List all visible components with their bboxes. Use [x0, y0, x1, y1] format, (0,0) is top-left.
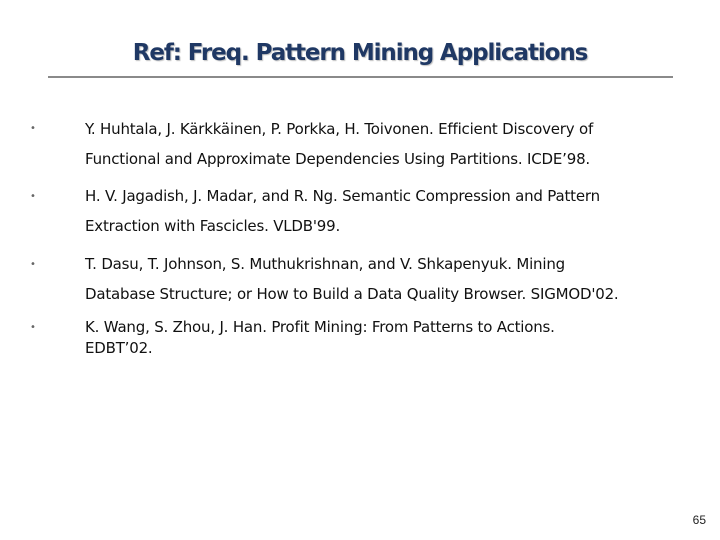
reference-line: Extraction with Fascicles. VLDB'99. — [85, 217, 341, 235]
reference-text — [85, 318, 685, 357]
reference-line: K. Wang, S. Zhou, J. Han. Profit Mining: From Patterns to Actions. — [85, 318, 555, 336]
bullet-icon: • — [30, 191, 36, 202]
reference-line: H. V. Jagadish, J. Madar, and R. Ng. Semantic Compression and Pattern — [85, 187, 600, 205]
reference-text — [85, 120, 685, 168]
bullet-icon: • — [30, 259, 36, 270]
reference-line: EDBT’02. — [85, 339, 153, 357]
bullet-icon: • — [30, 123, 36, 134]
reference-line: Functional and Approximate Dependencies Using Partitions. ICDE’98. — [85, 150, 590, 168]
page-number: 65 — [692, 513, 706, 527]
reference-line: Y. Huhtala, J. Kärkkäinen, P. Porkka, H. Toivonen. Efficient Discovery of — [85, 120, 594, 138]
slide-title: Ref: Freq. Pattern Mining Applications — [132, 40, 588, 66]
reference-text — [85, 187, 685, 235]
reference-text — [85, 255, 685, 303]
reference-line: T. Dasu, T. Johnson, S. Muthukrishnan, and V. Shkapenyuk. Mining — [85, 255, 565, 273]
bullet-icon: • — [30, 322, 36, 333]
reference-line: Database Structure; or How to Build a Data Quality Browser. SIGMOD'02. — [85, 285, 619, 303]
